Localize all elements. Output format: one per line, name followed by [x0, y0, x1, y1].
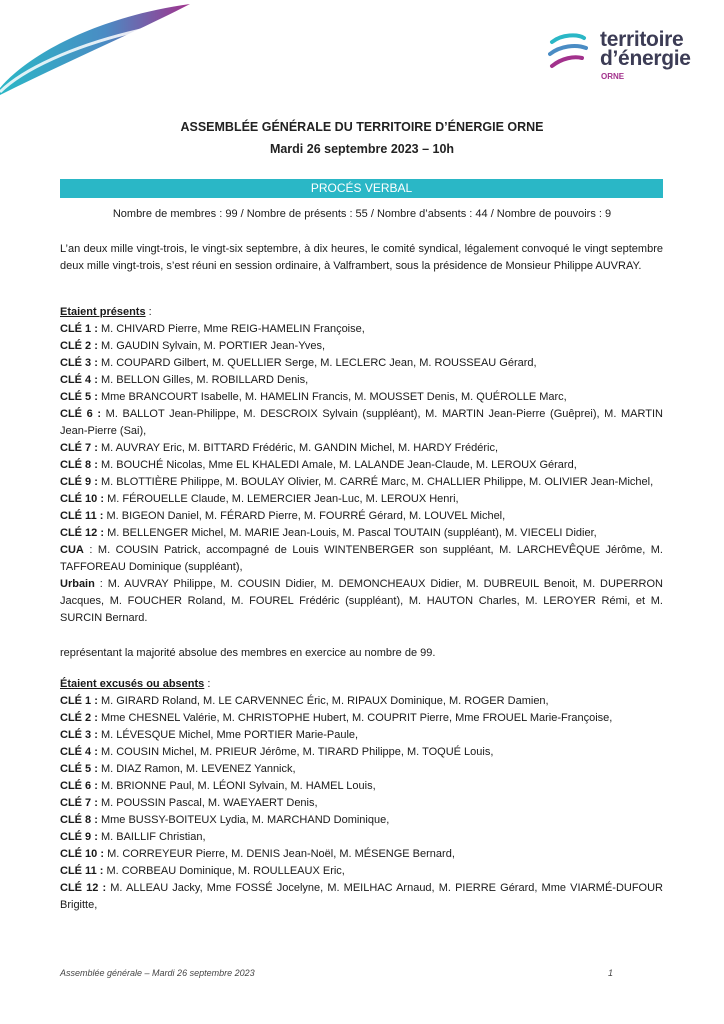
absent-row: CLÉ 5 : M. DIAZ Ramon, M. LEVENEZ Yannick,	[60, 763, 296, 775]
absent-row: CLÉ 2 : Mme CHESNEL Valérie, M. CHRISTOPHE Hubert, M. COUPRIT Pierre, Mme FROUEL Marie-Françoise,	[60, 712, 613, 724]
absent-row: CLÉ 9 : M. BAILLIF Christian,	[60, 831, 206, 843]
present-row: CLÉ 9 : M. BLOTTIÈRE Philippe, M. BOULAY Olivier, M. CARRÉ Marc, M. CHALLIER Philippe, M. OLIVIER Jean-Michel,	[60, 476, 654, 488]
absent-heading-colon: :	[204, 678, 211, 690]
absent-row: CLÉ 1 : M. GIRARD Roland, M. LE CARVENNEC Éric, M. RIPAUX Dominique, M. ROGER Damien,	[60, 695, 549, 707]
present-row: CLÉ 6 : M. BALLOT Jean-Philippe, M. DESCROIX Sylvain (suppléant), M. MARTIN Jean-Pierre (Guêprei), M. MARTIN Jean-Pierre (Sai),	[60, 408, 663, 437]
present-row: CLÉ 1 : M. CHIVARD Pierre, Mme REIG-HAMELIN Françoise,	[60, 323, 365, 335]
absent-heading-line	[60, 676, 663, 693]
logo-mark-icon	[548, 32, 588, 70]
present-heading-line	[60, 304, 663, 321]
present-section	[60, 304, 663, 627]
absent-row: CLÉ 7 : M. POUSSIN Pascal, M. WAEYAERT Denis,	[60, 797, 318, 809]
absent-heading: Étaient excusés ou absents	[60, 678, 205, 690]
absent-row: CLÉ 8 : Mme BUSSY-BOITEUX Lydia, M. MARCHAND Dominique,	[60, 814, 390, 826]
present-row: CLÉ 10 : M. FÉROUELLE Claude, M. LEMERCIER Jean-Luc, M. LEROUX Henri,	[60, 493, 459, 505]
present-row: Urbain : M. AUVRAY Philippe, M. COUSIN Didier, M. DEMONCHEAUX Didier, M. DUBREUIL Benoit, M. DUPERRON Jacques, M. FOUCHER Roland, M. FOUREL Frédéric (suppléant), M. HAUTON Charles, M. LEROYER Rémi, et M. SURCIN Bernard.	[60, 578, 663, 624]
territoire-energie-logo	[548, 30, 698, 85]
logo-line-1: territoire	[600, 28, 684, 51]
section-band: PROCÉS VERBAL	[60, 179, 663, 198]
present-heading: Etaient présents	[60, 306, 146, 318]
attendance-stats: Nombre de membres : 99 / Nombre de présents : 55 / Nombre d’absents : 44 / Nombre de pouvoirs : 9	[112, 208, 612, 220]
present-row: CLÉ 11 : M. BIGEON Daniel, M. FÉRARD Pierre, M. FOURRÉ Gérard, M. LOUVEL Michel,	[60, 510, 506, 522]
present-row: CLÉ 12 : M. BELLENGER Michel, M. MARIE Jean-Louis, M. Pascal TOUTAIN (suppléant), M. VIECELI Didier,	[60, 527, 597, 539]
present-row: CUA : M. COUSIN Patrick, accompagné de Louis WINTENBERGER son suppléant, M. LARCHEVÊQUE Jérôme, M. TAFFOREAU Dominique (suppléant),	[60, 544, 663, 573]
absent-row: CLÉ 10 : M. CORREYEUR Pierre, M. DENIS Jean-Noël, M. MÉSENGE Bernard,	[60, 848, 455, 860]
logo-line-2: d’énergie	[600, 47, 691, 70]
present-row: CLÉ 4 : M. BELLON Gilles, M. ROBILLARD Denis,	[60, 374, 309, 386]
document-title: ASSEMBLÉE GÉNÉRALE DU TERRITOIRE D’ÉNERGIE ORNE	[180, 120, 544, 134]
absent-row: CLÉ 11 : M. CORBEAU Dominique, M. ROULLEAUX Eric,	[60, 865, 345, 877]
absent-row: CLÉ 12 : M. ALLEAU Jacky, Mme FOSSÉ Jocelyne, M. MEILHAC Arnaud, M. PIERRE Gérard, Mme VIARMÉ-DUFOUR Brigitte,	[60, 882, 663, 911]
absent-row: CLÉ 4 : M. COUSIN Michel, M. PRIEUR Jérôme, M. TIRARD Philippe, M. TOQUÉ Louis,	[60, 746, 494, 758]
decorative-swoosh	[0, 0, 200, 95]
absent-section	[60, 676, 663, 914]
present-row: CLÉ 5 : Mme BRANCOURT Isabelle, M. HAMELIN Francis, M. MOUSSET Denis, M. QUÉROLLE Marc,	[60, 391, 567, 403]
present-row: CLÉ 8 : M. BOUCHÉ Nicolas, Mme EL KHALEDI Amale, M. LALANDE Jean-Claude, M. LEROUX Gérard,	[60, 459, 577, 471]
present-row: CLÉ 3 : M. COUPARD Gilbert, M. QUELLIER Serge, M. LECLERC Jean, M. ROUSSEAU Gérard,	[60, 357, 537, 369]
page-number: 1	[608, 968, 614, 978]
present-row: CLÉ 7 : M. AUVRAY Eric, M. BITTARD Frédéric, M. GANDIN Michel, M. HARDY Frédéric,	[60, 442, 499, 454]
majority-statement: représentant la majorité absolue des membres en exercice au nombre de 99.	[60, 647, 436, 659]
document-date: Mardi 26 septembre 2023 – 10h	[269, 142, 455, 156]
logo-line-3: ORNE	[601, 72, 625, 81]
present-row: CLÉ 2 : M. GAUDIN Sylvain, M. PORTIER Jean-Yves,	[60, 340, 326, 352]
absent-row: CLÉ 6 : M. BRIONNE Paul, M. LÉONI Sylvain, M. HAMEL Louis,	[60, 780, 376, 792]
intro-paragraph: L’an deux mille vingt-trois, le vingt-six septembre, à dix heures, le comité syndical, légalement convoqué le vingt septembre deux mille vingt-trois, s’est réuni en session ordinaire, à Valframbert, sous la présidence de Monsieur Philippe AUVRAY.	[60, 243, 663, 272]
present-heading-colon: :	[145, 306, 152, 318]
footer-title: Assemblée générale – Mardi 26 septembre 2023	[60, 968, 255, 978]
absent-row: CLÉ 3 : M. LÉVESQUE Michel, Mme PORTIER Marie-Paule,	[60, 729, 359, 741]
